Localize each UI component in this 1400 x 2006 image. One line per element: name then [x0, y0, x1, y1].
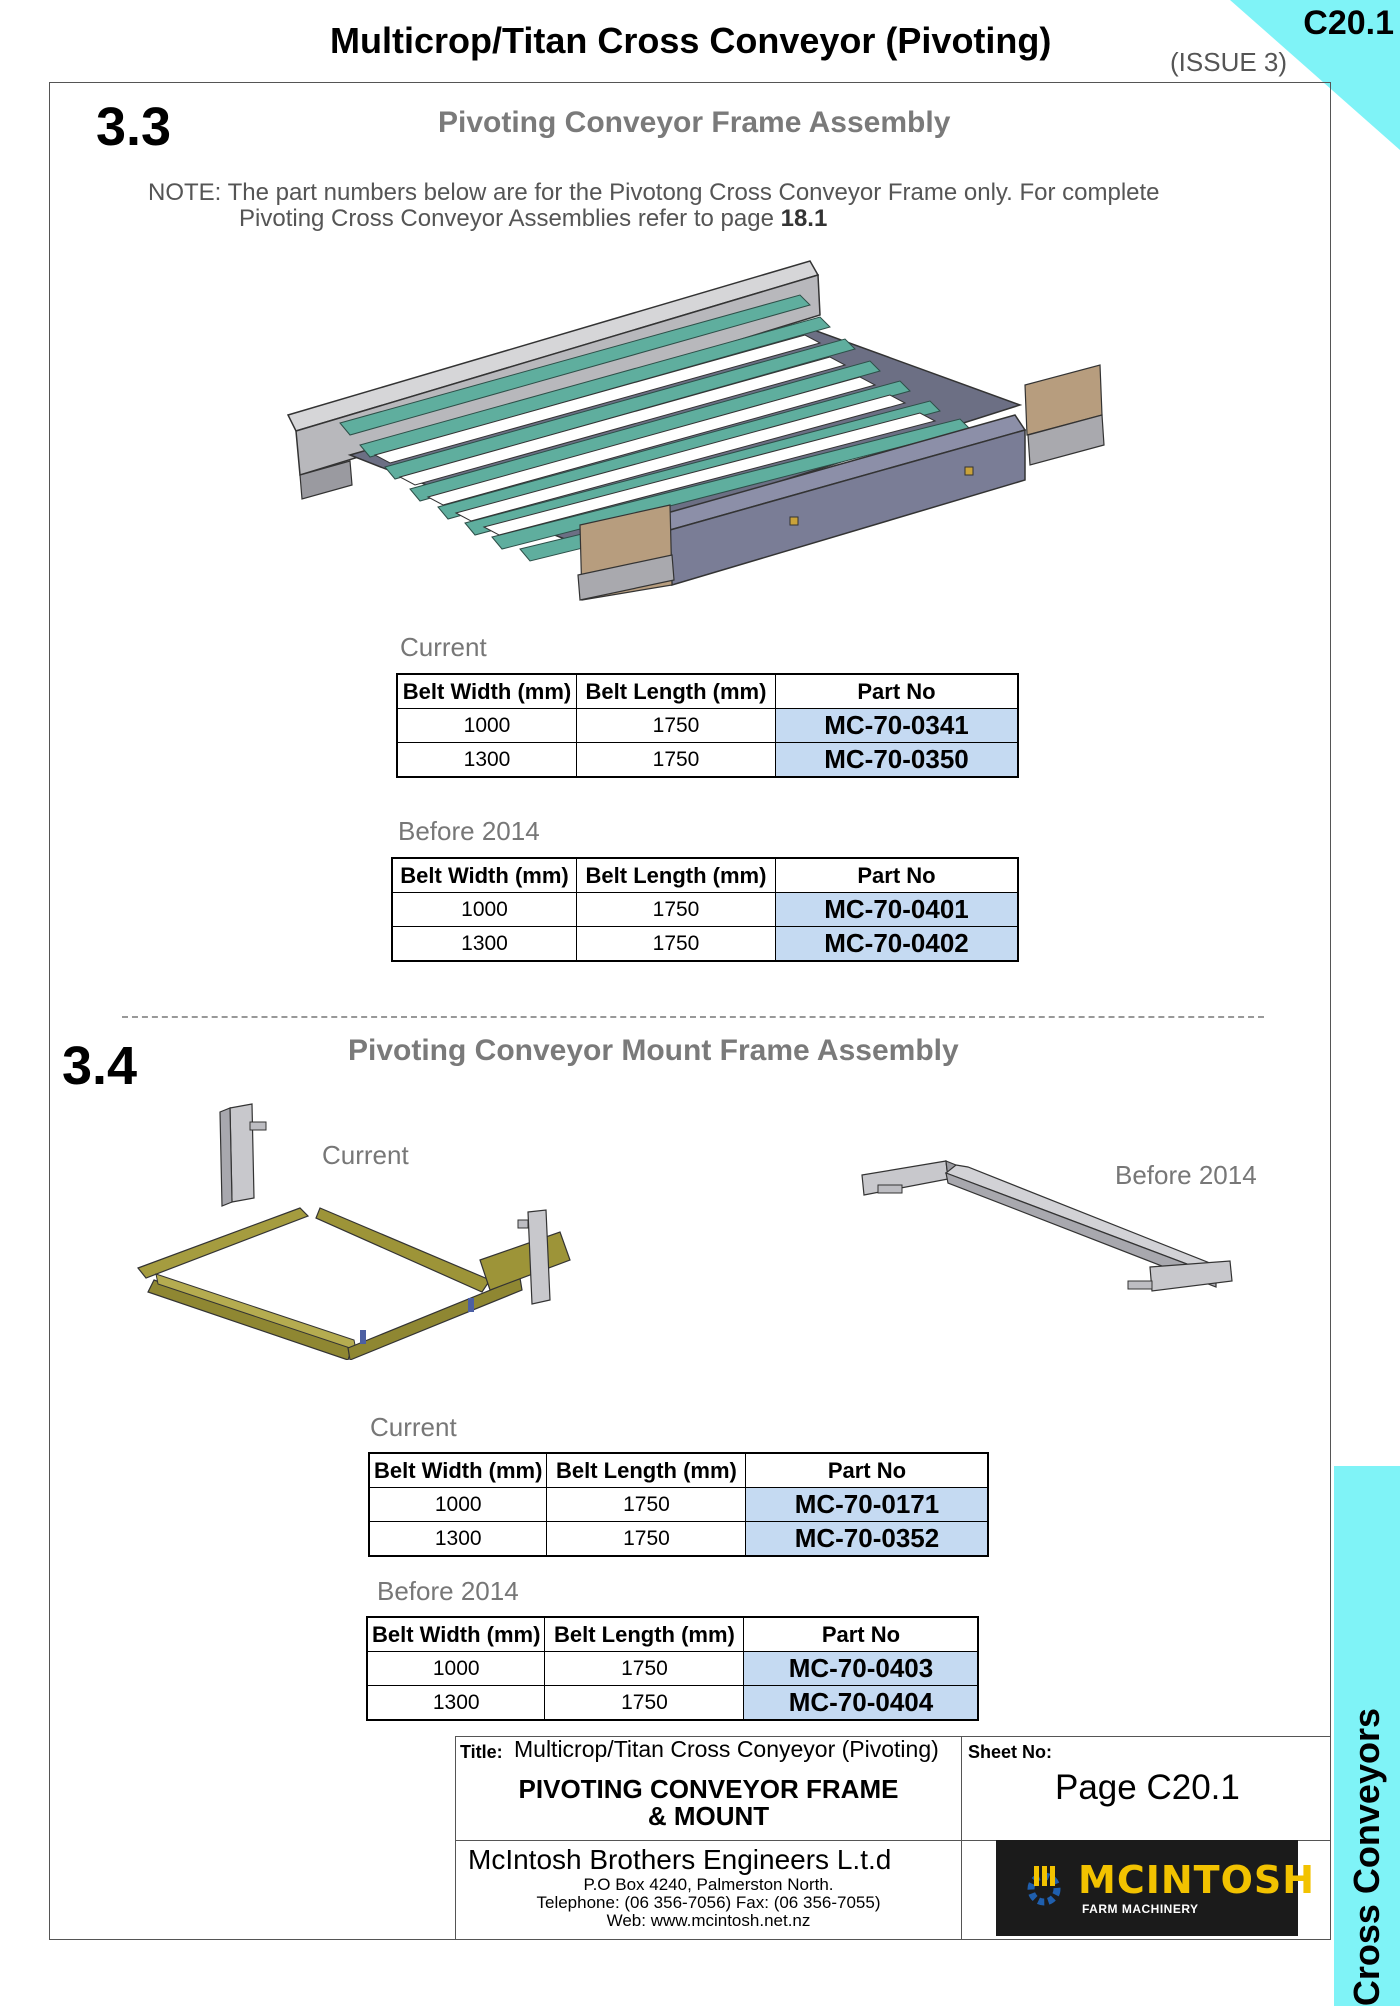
- cell-part-no: MC-70-0352: [746, 1522, 989, 1557]
- title-value: Multicrop/Titan Cross Conyeyor (Pivoting): [514, 1736, 939, 1762]
- table-row: [369, 1488, 988, 1522]
- header-belt-length: Belt Length (mm): [577, 858, 776, 893]
- header-part-no: Part No: [776, 674, 1019, 709]
- table-row: [392, 927, 1018, 962]
- mount-frame-current-illustration: [130, 1100, 590, 1360]
- parts-table-3-3-current: [396, 673, 1019, 778]
- note-line-2: [148, 206, 1160, 232]
- gear-icon: [1022, 1864, 1066, 1910]
- table-row: [397, 743, 1018, 778]
- logo-tagline: FARM MACHINERY: [1082, 1902, 1199, 1916]
- table-row: [367, 1686, 978, 1721]
- drawing-subtitle: [456, 1776, 961, 1830]
- section-number-3-4: 3.4: [62, 1036, 138, 1096]
- caption-current-3-4: Current: [370, 1412, 457, 1442]
- table-header-row: [392, 858, 1018, 893]
- logo-wordmark: MCINTOSH: [1078, 1858, 1316, 1902]
- cell-length: 1750: [577, 927, 776, 962]
- table-header-row: [367, 1617, 978, 1652]
- cell-length: 1750: [547, 1488, 746, 1522]
- header-belt-width: Belt Width (mm): [367, 1617, 545, 1652]
- caption-before-3-4: Before 2014: [377, 1576, 519, 1606]
- company-logo: [996, 1840, 1316, 1936]
- header-part-no: Part No: [746, 1453, 989, 1488]
- image-label-before: Before 2014: [1115, 1160, 1257, 1190]
- header-belt-length: Belt Length (mm): [545, 1617, 744, 1652]
- header-part-no: Part No: [776, 858, 1019, 893]
- header-belt-length: Belt Length (mm): [547, 1453, 746, 1488]
- cell-width: 1000: [369, 1488, 547, 1522]
- header-belt-width: Belt Width (mm): [397, 674, 577, 709]
- title-label: Title:: [460, 1742, 503, 1762]
- header-belt-length: Belt Length (mm): [577, 674, 776, 709]
- table-header-row: [369, 1453, 988, 1488]
- sheet-label: Sheet No:: [968, 1742, 1053, 1762]
- cell-width: 1300: [397, 743, 577, 778]
- image-label-current: Current: [322, 1140, 409, 1170]
- parts-table-3-4-before: [366, 1616, 979, 1721]
- note-line-2-text: Pivoting Cross Conveyor Assemblies refer to page: [239, 205, 781, 232]
- note-line-1: NOTE: The part numbers below are for the Pivotong Cross Conveyor Frame only. For complete: [148, 179, 1160, 206]
- company-phone: Telephone: (06 356-7056) Fax: (06 356-7055): [536, 1893, 881, 1912]
- header-belt-width: Belt Width (mm): [369, 1453, 547, 1488]
- parts-table-3-4-current: [368, 1452, 989, 1557]
- title-block-divider-vertical: [961, 1736, 962, 1940]
- section-number-3-3: 3.3: [96, 97, 172, 157]
- cell-part-no: MC-70-0404: [744, 1686, 979, 1721]
- cell-length: 1750: [577, 709, 776, 743]
- table-row: [397, 709, 1018, 743]
- company-web: Web: www.mcintosh.net.nz: [606, 1911, 811, 1930]
- subtitle-line-1: PIVOTING CONVEYOR FRAME: [518, 1774, 899, 1804]
- section-note: [148, 180, 1160, 232]
- caption-before-3-3: Before 2014: [398, 816, 540, 846]
- cell-part-no: MC-70-0350: [776, 743, 1019, 778]
- page-code: C20.1: [1303, 4, 1394, 42]
- company-contact: [456, 1876, 961, 1930]
- section-title-3-4: Pivoting Conveyor Mount Frame Assembly: [348, 1034, 959, 1067]
- note-page-ref: 18.1: [780, 205, 828, 232]
- issue-label: (ISSUE 3): [1170, 47, 1288, 77]
- table-row: [367, 1652, 978, 1686]
- cell-part-no: MC-70-0401: [776, 893, 1019, 927]
- cell-width: 1300: [369, 1522, 547, 1557]
- cell-part-no: MC-70-0171: [746, 1488, 989, 1522]
- table-row: [369, 1522, 988, 1557]
- cell-length: 1750: [577, 893, 776, 927]
- cell-length: 1750: [577, 743, 776, 778]
- cell-width: 1000: [367, 1652, 545, 1686]
- sidebar-label: [1334, 1466, 1400, 2006]
- cell-part-no: MC-70-0402: [776, 927, 1019, 962]
- cell-part-no: MC-70-0403: [744, 1652, 979, 1686]
- header-belt-width: Belt Width (mm): [392, 858, 577, 893]
- conveyor-frame-illustration: [280, 255, 1110, 615]
- section-divider: [122, 1016, 1264, 1018]
- cell-width: 1300: [367, 1686, 545, 1721]
- cell-width: 1300: [392, 927, 577, 962]
- subtitle-line-2: & MOUNT: [647, 1801, 770, 1831]
- cell-width: 1000: [397, 709, 577, 743]
- company-address: P.O Box 4240, Palmerston North.: [583, 1875, 834, 1894]
- table-header-row: [397, 674, 1018, 709]
- parts-table-3-3-before: [391, 857, 1019, 962]
- cell-length: 1750: [545, 1652, 744, 1686]
- cell-length: 1750: [545, 1686, 744, 1721]
- cell-part-no: MC-70-0341: [776, 709, 1019, 743]
- cell-length: 1750: [547, 1522, 746, 1557]
- header-part-no: Part No: [744, 1617, 979, 1652]
- sheet-value: Page C20.1: [1055, 1768, 1240, 1807]
- cell-width: 1000: [392, 893, 577, 927]
- company-name: McIntosh Brothers Engineers L.t.d: [468, 1844, 892, 1875]
- sidebar-text: Cross Conveyors: [1346, 1707, 1387, 2006]
- caption-current-3-3: Current: [400, 632, 487, 662]
- table-row: [392, 893, 1018, 927]
- section-title-3-3: Pivoting Conveyor Frame Assembly: [438, 106, 951, 139]
- page-title: Multicrop/Titan Cross Conveyor (Pivoting): [330, 20, 1052, 61]
